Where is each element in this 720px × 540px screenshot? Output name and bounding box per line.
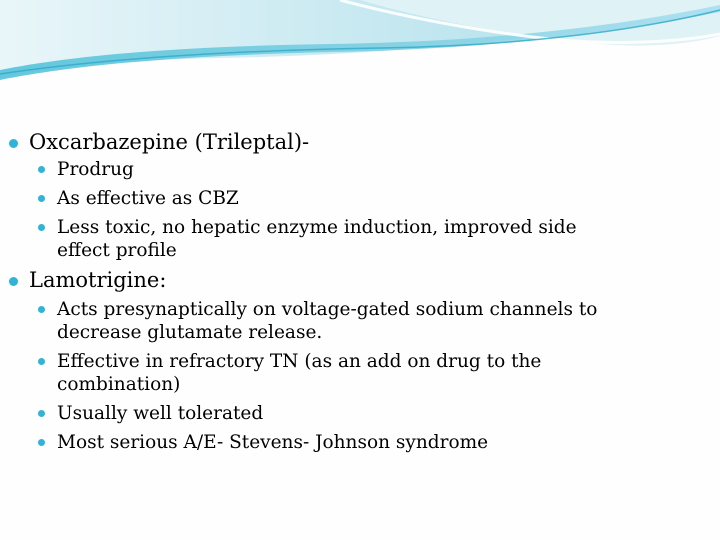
sub-bullet-toxicity — [0, 216, 720, 262]
sub-bullet-text: As effective as CBZ — [57, 188, 239, 209]
bullet-dot-icon — [38, 195, 45, 202]
bullet-dot-icon — [38, 166, 45, 173]
bullet-dot-icon — [9, 139, 18, 148]
sub-bullet-text: Most serious A/E- Stevens- Johnson syndrome — [57, 432, 489, 453]
header-wave-decoration — [0, 0, 720, 90]
sub-bullet-text: Usually well tolerated — [57, 403, 264, 424]
sub-bullet-text: Effective in refractory TN (as an add on drug to the combination) — [57, 351, 542, 395]
sub-bullet-tolerated — [0, 402, 720, 425]
sub-bullet-mechanism — [0, 298, 720, 344]
sub-bullet-text: Less toxic, no hepatic enzyme induction, improved side effect profile — [57, 217, 577, 261]
sub-bullet-text: Prodrug — [57, 159, 134, 180]
bullet-dot-icon — [38, 410, 45, 417]
bullet-text: Lamotrigine: — [29, 268, 167, 292]
bullet-dot-icon — [9, 277, 18, 286]
sub-bullet-adverse-effect — [0, 431, 720, 454]
bullet-list — [0, 128, 720, 454]
sub-bullet-refractory — [0, 350, 720, 396]
bullet-dot-icon — [38, 224, 45, 231]
bullet-lamotrigine — [0, 266, 720, 294]
bullet-dot-icon — [38, 439, 45, 446]
sub-bullet-effectiveness — [0, 187, 720, 210]
bullet-dot-icon — [38, 358, 45, 365]
bullet-dot-icon — [38, 306, 45, 313]
sub-bullet-text: Acts presynaptically on voltage-gated sodium channels to decrease glutamate release. — [57, 299, 598, 343]
sub-bullet-prodrug — [0, 158, 720, 181]
bullet-oxcarbazepine — [0, 128, 720, 156]
bullet-text: Oxcarbazepine (Trileptal)- — [29, 130, 310, 154]
